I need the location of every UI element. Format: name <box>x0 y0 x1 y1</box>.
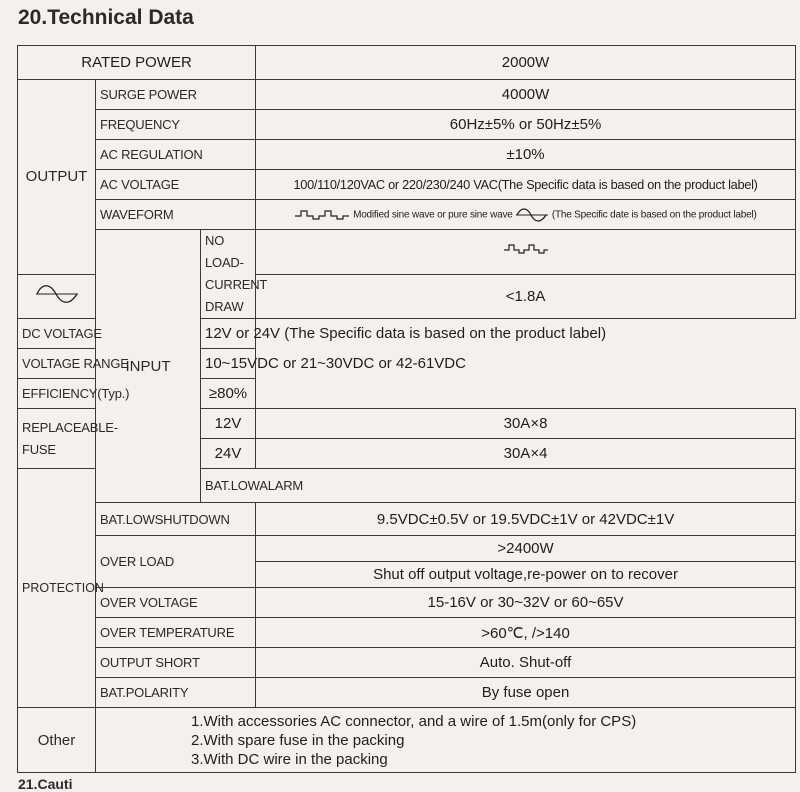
table-row <box>18 200 796 230</box>
bat-polarity-value: By fuse open <box>256 678 796 708</box>
output-group-label: OUTPUT <box>18 80 96 275</box>
fuse-label-line1: REPLACEABLE- <box>22 419 118 435</box>
table-row <box>18 708 796 773</box>
bat-low-shutdown-value: 9.5VDC±0.5V or 19.5VDC±1V or 42VDC±1V <box>256 503 796 536</box>
bat-low-alarm-label: BAT.LOWALARM <box>201 469 796 503</box>
other-note-2: 2.With spare fuse in the packing <box>191 731 405 749</box>
table-row <box>18 678 796 708</box>
ac-voltage-label: AC VOLTAGE <box>96 170 256 200</box>
fuse-voltage-12v: 12V <box>201 409 256 439</box>
efficiency-label: EFFICIENCY(Typ.) <box>18 379 201 409</box>
bat-polarity-label: BAT.POLARITY <box>96 678 256 708</box>
surge-power-value: 4000W <box>256 80 796 110</box>
rated-power-value: 2000W <box>256 46 796 80</box>
modified-sine-wave-icon <box>503 242 549 256</box>
replaceable-fuse-label <box>18 409 118 469</box>
surge-power-label: SURGE POWER <box>96 80 256 110</box>
page-title: 20.Technical Data <box>18 6 194 29</box>
frequency-value: 60Hz±5% or 50Hz±5% <box>256 110 796 140</box>
table-row <box>18 46 796 80</box>
table-row <box>18 379 796 409</box>
efficiency-value: ≥80% <box>201 379 256 409</box>
ac-regulation-label: AC REGULATION <box>96 140 256 170</box>
voltage-range-value: 10~15VDC or 21~30VDC or 42-61VDC <box>201 349 256 379</box>
fuse-label-line2: FUSE <box>22 441 56 457</box>
table-row <box>18 648 796 678</box>
table-row <box>18 140 796 170</box>
next-section-heading-partial: 21.Cauti <box>18 776 73 792</box>
waveform-note: (The Specific date is based on the product label) <box>551 209 757 221</box>
ac-voltage-value: 100/110/120VAC or 220/230/240 VAC(The Specific data is based on the product label) <box>256 170 796 200</box>
table-row <box>18 618 796 648</box>
output-short-label: OUTPUT SHORT <box>96 648 256 678</box>
other-note-1: 1.With accessories AC connector, and a wire of 1.5m(only for CPS) <box>191 712 637 730</box>
technical-data-table <box>17 45 796 773</box>
table-row <box>18 80 796 110</box>
dc-voltage-label: DC VOLTAGE <box>18 319 201 349</box>
overload-value-1: >2400W <box>256 536 796 562</box>
fuse-value-12v: 30A×8 <box>256 409 796 439</box>
over-voltage-label: OVER VOLTAGE <box>96 588 256 618</box>
no-load-current-label <box>201 230 267 319</box>
fuse-voltage-24v: 24V <box>201 439 256 469</box>
frequency-label: FREQUENCY <box>96 110 256 140</box>
table-row <box>18 230 796 275</box>
other-group-label: Other <box>18 708 96 773</box>
other-notes <box>96 708 796 773</box>
table-row <box>18 588 796 618</box>
pure-sine-wave-icon <box>515 207 549 223</box>
modified-sine-wave-icon <box>294 208 350 222</box>
table-row <box>18 536 796 562</box>
voltage-range-label: VOLTAGE RANGE <box>18 349 201 379</box>
no-load-pure-value: <1.8A <box>256 274 796 319</box>
over-temperature-label: OVER TEMPERATURE <box>96 618 256 648</box>
ac-regulation-value: ±10% <box>256 140 796 170</box>
table-row <box>18 503 796 536</box>
rated-power-label: RATED POWER <box>18 46 256 80</box>
table-row <box>18 170 796 200</box>
overload-value-2: Shut off output voltage,re-power on to recover <box>256 562 796 588</box>
waveform-value <box>256 200 796 230</box>
no-load-label-line1: NO LOAD- <box>205 233 244 270</box>
fuse-value-24v: 30A×4 <box>256 439 796 469</box>
waveform-types-text: Modified sine wave or pure sine wave <box>353 209 513 221</box>
waveform-label: WAVEFORM <box>96 200 256 230</box>
pure-sine-cell <box>18 274 96 319</box>
modified-sine-cell <box>256 230 796 275</box>
input-group-label: INPUT <box>96 230 201 503</box>
bat-low-shutdown-label: BAT.LOWSHUTDOWN <box>96 503 256 536</box>
table-row <box>18 110 796 140</box>
pure-sine-wave-icon <box>35 283 79 305</box>
over-temperature-value: >60℃, />140 <box>256 618 796 648</box>
other-note-3: 3.With DC wire in the packing <box>191 750 388 768</box>
dc-voltage-value: 12V or 24V (The Specific data is based on the product label) <box>201 319 256 349</box>
table-row <box>18 319 796 349</box>
protection-group-label: PROTECTION <box>18 469 96 708</box>
no-load-label-line2: CURRENT DRAW <box>205 277 267 314</box>
overload-label: OVER LOAD <box>96 536 256 588</box>
over-voltage-value: 15-16V or 30~32V or 60~65V <box>256 588 796 618</box>
output-short-value: Auto. Shut-off <box>256 648 796 678</box>
